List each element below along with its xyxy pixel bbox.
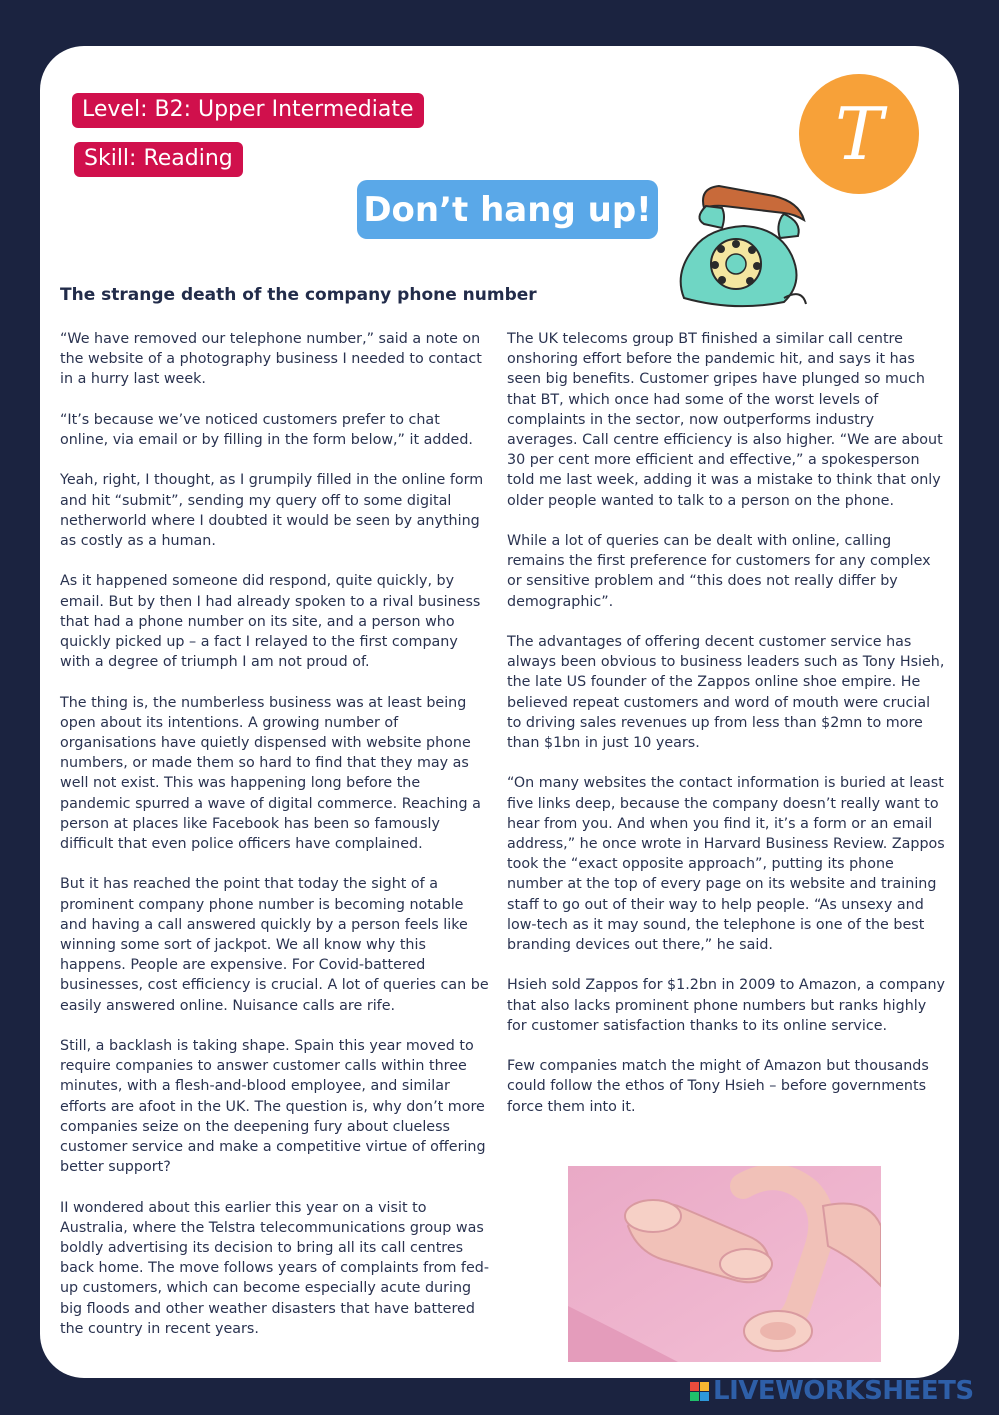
rotary-phone-illustration (664, 178, 810, 312)
footer-brand: LIVEWORKSHEETS (713, 1376, 974, 1406)
footer-watermark (690, 1376, 974, 1406)
liveworksheets-logo-icon (690, 1382, 709, 1401)
paragraph: Still, a backlash is taking shape. Spain this year moved to require companies to answer customer calls within three minutes, with a flesh-and-blood employee, and similar efforts are afoot in the UK. The question is, why don’t more companies seize on the deepening fury about clueless customer service and make a competitive virtue of offering better support? (60, 1038, 486, 1176)
pink-phone-photo (568, 1166, 881, 1362)
paragraph: Yeah, right, I thought, as I grumpily filled in the online form and hit “submit”, sending my query off to some digital netherworld where I doubted it would be seen by anything as costly as a human. (60, 472, 484, 549)
page-title: Don’t hang up! (357, 180, 658, 239)
paragraph: Hsieh sold Zappos for $1.2bn in 2009 to Amazon, a company that also lacks prominent phone numbers but ranks highly for customer satisfaction thanks to its online service. (507, 977, 945, 1034)
paragraph: But it has reached the point that today the sight of a prominent company phone number is becoming notable and having a call answered quickly by a person feels like winning some sort of jackpot. We all know why this happens. People are expensive. For Covid-battered businesses, cost efficiency is crucial. A lot of queries can be easily answered online. Nuisance calls are rife. (60, 876, 489, 1014)
article-column-left (60, 329, 490, 1359)
paragraph: Few companies match the might of Amazon but thousands could follow the ethos of Tony Hsieh – before governments force them into it. (507, 1058, 929, 1115)
paragraph: “It’s because we’ve noticed customers prefer to chat online, via email or by filling in the form below,” it added. (60, 411, 473, 448)
article-heading: The strange death of the company phone number (60, 285, 537, 305)
paragraph: II wondered about this earlier this year on a visit to Australia, where the Telstra telecommunications group was boldly advertising its decision to bring all its call centres back home. The move follows years of complaints from fed-up customers, which can become especially acute during big floods and other weather disasters that have battered the country in recent years. (60, 1199, 489, 1337)
paragraph: “On many websites the contact information is buried at least five links deep, because the company doesn’t really want to hear from you. And when you find it, it’s a form or an email address,” he once wrote in Harvard Business Review. Zappos took the “exact opposite approach”, putting its phone number at the top of every page on its website and training staff to go out of their way to help people. “As unsexy and low-tech as it may sound, the telephone is one of the best branding devices out there,” he said. (507, 775, 945, 954)
paragraph: “We have removed our telephone number,” said a note on the website of a photography business I needed to contact in a hurry last week. (60, 331, 482, 388)
paragraph: The UK telecoms group BT finished a similar call centre onshoring effort before the pandemic hit, and says it has seen big benefits. Customer gripes have plunged so much that BT, which once had some of the worst levels of complaints in the sector, now outperforms industry averages. Call centre efficiency is also higher. “We are about 30 per cent more efficient and effective,” a spokesperson told me last week, adding it was a mistake to think that only older people wanted to talk to a person on the phone. (507, 331, 943, 509)
paragraph: The advantages of offering decent customer service has always been obvious to business leaders such as Tony Hsieh, the late US founder of the Zappos online shoe empire. He believed repeat customers and word of mouth were crucial to driving sales revenues up from less than $2mn to more than $1bn in just 10 years. (507, 634, 945, 752)
brand-logo: T (799, 74, 919, 194)
skill-badge: Skill: Reading (74, 142, 243, 177)
article-column-right (507, 329, 945, 1137)
paragraph: As it happened someone did respond, quite quickly, by email. But by then I had already spoken to a rival business that had a phone number on its site, and a person who quickly picked up – a fact I relayed to the first company with a degree of triumph I am not proud of. (60, 573, 481, 671)
paragraph: The thing is, the numberless business was at least being open about its intentions. A growing number of organisations have quietly dispensed with website phone numbers, or made them so hard to find that they may as well not exist. This was happening long before the pandemic spurred a wave of digital commerce. Reaching a person at places like Facebook has been so famously difficult that even police officers have complained. (60, 694, 481, 853)
level-badge: Level: B2: Upper Intermediate (72, 93, 424, 128)
paragraph: While a lot of queries can be dealt with online, calling remains the first preference for customers for any complex or sensitive problem and “this does not really differ by demographic”. (507, 533, 931, 610)
